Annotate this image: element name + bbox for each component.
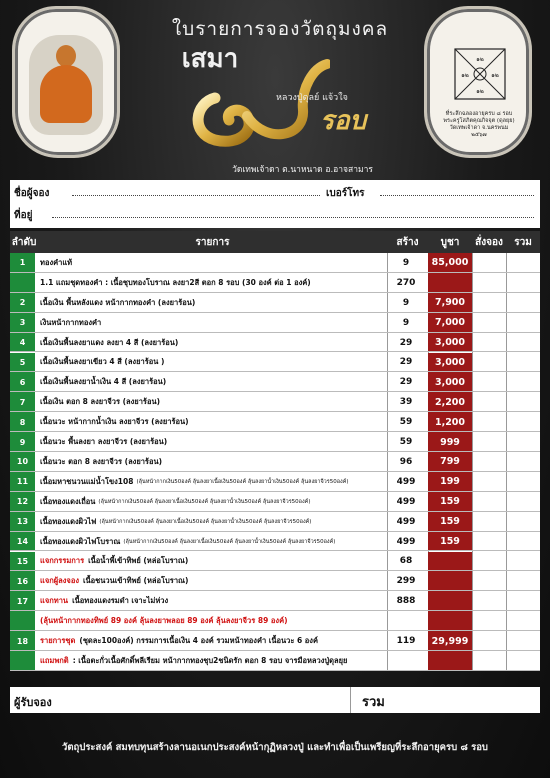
table-row	[10, 273, 540, 293]
row-number: 13	[10, 512, 35, 532]
row-description	[40, 571, 380, 591]
row-number: 14	[10, 532, 35, 552]
order-qty-input[interactable]	[473, 571, 506, 591]
row-quantity: 96	[399, 456, 413, 467]
row-number	[10, 651, 35, 671]
order-qty-input[interactable]	[473, 273, 506, 293]
row-quantity: 9	[402, 297, 410, 308]
row-quantity: 499	[396, 496, 416, 507]
row-description	[40, 392, 380, 412]
row-number	[10, 611, 35, 631]
row-description	[40, 512, 380, 532]
row-number: 1	[10, 253, 35, 273]
item-detail: (ชุดละ100องค์) กรรมการเนื้อเงิน 4 องค์ รวมหน้าทองคำ เนื้อนวะ 6 องค์	[79, 636, 318, 646]
row-total-input[interactable]	[507, 631, 540, 651]
row-total-input[interactable]	[507, 372, 540, 392]
order-qty-input[interactable]	[473, 512, 506, 532]
item-name: เนื้อนวะ หน้ากากน้ำเงิน ลงยาจีวร (ลงยาร้อน)	[40, 417, 189, 427]
table-row	[10, 512, 540, 532]
item-note: (ลุ้นหน้ากากเงิน50องค์ ลุ้นลงยาเนื้อเงิน50องค์ ลุ้นลงยาน้ำเงิน50องค์ ลุ้นลงยาจีวร50องค์)	[136, 478, 349, 485]
row-total-input[interactable]	[507, 532, 540, 552]
row-description	[40, 452, 380, 472]
row-price	[428, 591, 472, 611]
row-price: 999	[428, 432, 472, 452]
row-price	[428, 651, 472, 671]
item-note: (ลุ้นหน้ากากเงิน50องค์ ลุ้นลงยาเนื้อเงิน50องค์ ลุ้นลงยาน้ำเงิน50องค์ ลุ้นลงยาจีวร50องค์)	[99, 518, 312, 525]
table-row	[10, 472, 540, 492]
row-total-input[interactable]	[507, 492, 540, 512]
purpose-footer: วัตถุประสงค์ สมทบทุนสร้างลานอเนกประสงค์หน้ากุฏิหลวงปู่ และทำเพื่อเป็นเพรียญที่ระลึกอายุครบ ๘ รอบ	[62, 742, 488, 753]
col-header-item: รายการ	[38, 231, 387, 253]
row-quantity: 39	[399, 397, 413, 408]
item-name: เนื้อทองแดงเถื่อน	[40, 496, 96, 506]
decorative-number-logo-icon	[185, 58, 330, 150]
svg-text:๑๒: ๑๒	[491, 72, 499, 79]
page-title: ใบรายการจองวัตถุมงคล	[171, 18, 389, 40]
order-qty-input[interactable]	[473, 412, 506, 432]
booker-info-block	[10, 180, 540, 228]
summary-bar	[10, 687, 540, 713]
address-label: ที่อยู่	[14, 210, 33, 221]
row-price	[428, 571, 472, 591]
svg-text:๑๒: ๑๒	[461, 72, 469, 79]
item-name: รายการชุด	[40, 636, 76, 646]
row-total-input[interactable]	[507, 273, 540, 293]
table-row	[10, 611, 540, 631]
col-header-total: รวม	[506, 231, 540, 253]
table-row	[10, 253, 540, 273]
row-description	[40, 412, 380, 432]
order-qty-input[interactable]	[473, 452, 506, 472]
item-name: เนื้อมหาชนวนแม่น้ำโขง108	[40, 476, 134, 486]
table-row	[10, 591, 540, 611]
table-row	[10, 392, 540, 412]
rob-label: รอบ	[320, 106, 367, 136]
order-qty-input[interactable]	[473, 492, 506, 512]
row-total-input[interactable]	[507, 512, 540, 532]
item-name: แถมพกติ	[40, 655, 69, 665]
row-quantity: 299	[396, 576, 416, 587]
row-price: 3,000	[428, 353, 472, 373]
row-price: 159	[428, 512, 472, 532]
order-qty-input[interactable]	[473, 333, 506, 353]
row-number: 17	[10, 591, 35, 611]
row-total-input[interactable]	[507, 591, 540, 611]
row-quantity: 888	[396, 596, 416, 607]
medal-caption-3: วัดเทพเจ้าดา จ.นครพนม	[449, 125, 509, 131]
row-total-input[interactable]	[507, 392, 540, 412]
row-number: 2	[10, 293, 35, 313]
item-detail: เนื้อชนวนเข้าทิพย์ (หล่อโบราณ)	[82, 576, 189, 586]
order-qty-input[interactable]	[473, 253, 506, 273]
row-total-input[interactable]	[507, 293, 540, 313]
table-row	[10, 353, 540, 373]
item-name: เงินหน้ากากทองคำ	[40, 317, 102, 327]
row-description	[40, 353, 380, 373]
svg-text:๑๒: ๑๒	[476, 88, 484, 95]
row-quantity: 29	[399, 357, 413, 368]
item-name: เนื้อเงินพื้นลงยาน้ำเงิน 4 สี (ลงยาร้อน)	[40, 377, 167, 387]
row-price	[428, 273, 472, 293]
row-total-input[interactable]	[507, 313, 540, 333]
col-header-price: บูชา	[428, 231, 472, 253]
row-quantity: 29	[399, 377, 413, 388]
row-number: 6	[10, 372, 35, 392]
item-name: 1.1 แถมชุดทองคำ : เนื้อชุบทองโบราณ ลงยา2สี ตอก 8 รอบ (30 องค์ ต่อ 1 องค์)	[40, 277, 311, 287]
row-number: 16	[10, 571, 35, 591]
row-number: 8	[10, 412, 35, 432]
row-description	[40, 651, 380, 671]
row-quantity: 499	[396, 516, 416, 527]
order-qty-input[interactable]	[473, 392, 506, 412]
order-qty-input[interactable]	[473, 651, 506, 671]
item-name: แจกกรรมการ	[40, 556, 85, 566]
item-name: แจกทาน	[40, 596, 69, 606]
row-total-input[interactable]	[507, 552, 540, 572]
row-price: 29,999	[428, 631, 472, 651]
item-note: (ลุ้นหน้ากากเงิน50องค์ ลุ้นลงยาเนื้อเงิน50องค์ ลุ้นลงยาน้ำเงิน50องค์ ลุ้นลงยาจีวร50องค์)	[98, 498, 311, 505]
row-total-input[interactable]	[507, 472, 540, 492]
table-row	[10, 452, 540, 472]
row-description	[40, 273, 380, 293]
order-qty-input[interactable]	[473, 313, 506, 333]
item-name: เนื้อเงิน ตอก 8 ลงยาจีวร (ลงยาร้อน)	[40, 397, 161, 407]
order-qty-input[interactable]	[473, 432, 506, 452]
monk-medal-image	[12, 6, 120, 158]
item-name: แจกผู้ลงจอง	[40, 576, 79, 586]
row-quantity: 9	[402, 317, 410, 328]
row-number: 4	[10, 333, 35, 353]
row-number: 3	[10, 313, 35, 333]
row-quantity: 9	[402, 257, 410, 268]
row-total-input[interactable]	[507, 432, 540, 452]
col-header-no: ลำดับ	[10, 231, 38, 253]
row-price: 3,000	[428, 372, 472, 392]
row-description	[40, 611, 380, 631]
medal-caption-2: พระครูโสภิตคุณกิจจุต (ดุลยุย)	[443, 118, 515, 124]
row-description	[40, 532, 380, 552]
row-price: 7,900	[428, 293, 472, 313]
address-field[interactable]	[52, 208, 534, 218]
row-number: 10	[10, 452, 35, 472]
row-description	[40, 492, 380, 512]
temple-location: วัดเทพเจ้าดา ต.นาหนาด อ.อาจสามาร	[232, 165, 373, 175]
item-name: เนื้อเงิน พื้นหลังแดง หน้ากากทองคำ (ลงยาร้อน)	[40, 297, 196, 307]
col-header-made: สร้าง	[387, 231, 428, 253]
row-total-input[interactable]	[507, 412, 540, 432]
row-total-input[interactable]	[507, 253, 540, 273]
order-qty-input[interactable]	[473, 372, 506, 392]
order-table	[10, 231, 540, 671]
order-qty-input[interactable]	[473, 552, 506, 572]
phone-field[interactable]	[380, 186, 534, 196]
item-name: เนื้อนวะ พื้นลงยา ลงยาจีวร (ลงยาร้อน)	[40, 437, 168, 447]
order-qty-input[interactable]	[473, 293, 506, 313]
row-price: 7,000	[428, 313, 472, 333]
table-row	[10, 571, 540, 591]
row-quantity: 499	[396, 536, 416, 547]
item-name: ทองคำแท้	[40, 257, 73, 267]
row-quantity: 59	[399, 437, 413, 448]
page-subtitle-sema: เสมา	[181, 44, 239, 74]
table-row	[10, 552, 540, 572]
col-header-order: สั่งจอง	[472, 231, 506, 253]
order-qty-input[interactable]	[473, 611, 506, 631]
table-row	[10, 333, 540, 353]
table-row	[10, 651, 540, 671]
table-row	[10, 432, 540, 452]
item-name: เนื้อทองแดงผิวไฟ	[40, 516, 97, 526]
row-price: 2,200	[428, 392, 472, 412]
monk-figure-icon	[37, 45, 95, 127]
row-total-input[interactable]	[507, 452, 540, 472]
row-price	[428, 611, 472, 631]
item-detail: เนื้อน้ำพี้เข้าทิพย์ (หล่อโบราณ)	[88, 556, 189, 566]
row-description	[40, 313, 380, 333]
item-detail: เนื้อทองแดงรมดำ เจาะไม่ห่วง	[72, 596, 169, 606]
row-number: 9	[10, 432, 35, 452]
order-qty-input[interactable]	[473, 631, 506, 651]
item-name: เนื้อนวะ ตอก 8 ลงยาจีวร (ลงยาร้อน)	[40, 456, 163, 466]
table-row	[10, 631, 540, 651]
order-qty-input[interactable]	[473, 353, 506, 373]
item-name: เนื้อเงินพื้นลงยาแดง ลงยา 4 สี (ลงยาร้อน)	[40, 337, 179, 347]
row-description	[40, 631, 380, 651]
table-row	[10, 313, 540, 333]
grand-total-label: รวม	[362, 695, 385, 710]
row-price: 159	[428, 492, 472, 512]
item-name: (ลุ้นหน้ากากทองทิพย์ 89 องค์ ลุ้นลงยาพลอย 89 องค์ ลุ้นลงยาจีวร 89 องค์)	[40, 616, 288, 626]
item-name: เนื้อเงินพื้นลงยาเขียว 4 สี (ลงยาร้อน )	[40, 357, 165, 367]
item-note: (ลุ้นหน้ากากเงิน50องค์ ลุ้นลงยาเนื้อเงิน50องค์ ลุ้นลงยาน้ำเงิน50องค์ ลุ้นลงยาจีวร50องค์)	[123, 538, 336, 545]
row-number: 18	[10, 631, 35, 651]
table-row	[10, 293, 540, 313]
row-number: 7	[10, 392, 35, 412]
medal-caption-4: ๒๕๖๗	[471, 132, 487, 138]
order-qty-input[interactable]	[473, 472, 506, 492]
table-row	[10, 532, 540, 552]
order-qty-input[interactable]	[473, 532, 506, 552]
row-description	[40, 472, 380, 492]
row-description	[40, 333, 380, 353]
order-qty-input[interactable]	[473, 591, 506, 611]
row-total-input[interactable]	[507, 353, 540, 373]
row-quantity: 119	[396, 636, 416, 647]
row-number: 15	[10, 552, 35, 572]
yantra-symbol-icon	[447, 41, 513, 107]
row-total-input[interactable]	[507, 333, 540, 353]
row-quantity	[387, 611, 425, 631]
row-description	[40, 253, 380, 273]
medal-caption-1: ที่ระลึกฉลองอายุครบ ๘ รอบ	[445, 111, 513, 117]
row-price: 85,000	[428, 253, 472, 273]
row-quantity: 68	[399, 556, 413, 567]
row-quantity: 59	[399, 417, 413, 428]
row-total-input[interactable]	[507, 611, 540, 631]
row-quantity: 29	[399, 337, 413, 348]
item-detail: : เนื้อตะกั่วเนื้อศักดิ์พลีเรียม หน้ากากทองชุบ2ชนิดรัก ตอก 8 รอบ จารมือหลวงปู่ดุลยุย	[72, 655, 348, 665]
row-number: 5	[10, 353, 35, 373]
name-label: ชื่อผู้จอง	[14, 188, 50, 199]
row-quantity: 270	[396, 277, 416, 288]
table-row	[10, 372, 540, 392]
row-description	[40, 552, 380, 572]
row-price	[428, 552, 472, 572]
row-total-input[interactable]	[507, 651, 540, 671]
row-description	[40, 372, 380, 392]
row-price: 799	[428, 452, 472, 472]
item-name: เนื้อทองแดงผิวไฟโบราณ	[40, 536, 121, 546]
row-price: 199	[428, 472, 472, 492]
row-number: 12	[10, 492, 35, 512]
row-price: 1,200	[428, 412, 472, 432]
yantra-medal-image	[424, 6, 532, 158]
receiver-label: ผู้รับจอง	[14, 696, 52, 709]
row-description	[40, 432, 380, 452]
name-field[interactable]	[72, 186, 320, 196]
svg-text:๑๒: ๑๒	[476, 56, 484, 63]
row-price: 159	[428, 532, 472, 552]
row-price: 3,000	[428, 333, 472, 353]
row-description	[40, 293, 380, 313]
row-number	[10, 273, 35, 293]
monk-name: หลวงปู่ดุลย์ แจ้วใจ	[276, 93, 348, 103]
phone-label: เบอร์โทร	[326, 188, 365, 199]
row-number: 11	[10, 472, 35, 492]
row-total-input[interactable]	[507, 571, 540, 591]
row-quantity	[387, 651, 425, 671]
table-row	[10, 412, 540, 432]
table-row	[10, 492, 540, 512]
row-quantity: 499	[396, 476, 416, 487]
header	[0, 0, 550, 178]
row-description	[40, 591, 380, 611]
